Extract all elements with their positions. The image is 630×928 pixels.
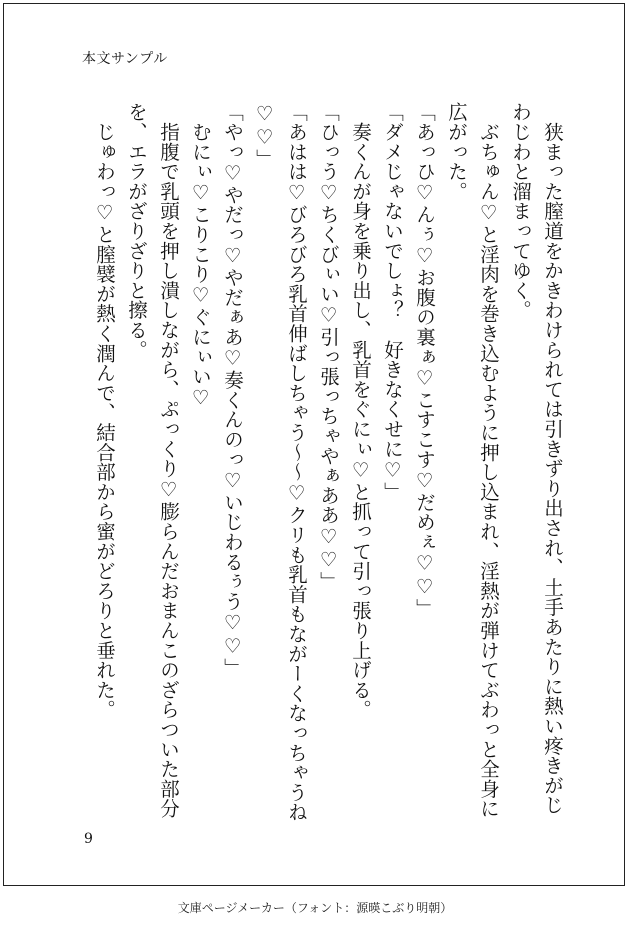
paragraph: 奏くんが身を乗り出し、乳首をぐにぃ♡と抓って引っ張り上げる。 xyxy=(349,102,372,720)
running-head: 本文サンプル xyxy=(82,51,168,67)
dialogue-line: 「あっひ♡んぅ♡お腹の裏ぁ♡こすこす♡だめぇ♡♡」 xyxy=(413,102,436,618)
paragraph: むにぃ♡こりこり♡ぐにぃい♡ xyxy=(189,102,212,410)
paragraph: 指腹で乳頭を押し潰しながら、ぷっくり♡膨らんだおまんこのざらついた部分を、エラがざりざりと擦る。 xyxy=(125,102,180,819)
paragraph: ぶちゅん♡と淫肉を巻き込むように押し込まれ、淫熱が弾けてぶわっと全身に広がった。 xyxy=(445,102,500,819)
dialogue-line: 「ひっう♡ちくびぃい♡引っ張っちゃやぁああ♡♡」 xyxy=(317,102,340,592)
paragraph: 狭まった膣道をかきわけられては引きずり出され、土手あたりに熱い疼きがじわじわと溜まってゆく。 xyxy=(509,102,564,815)
dialogue-line: 「ダメじゃないでしょ？ 好きなくせに♡」 xyxy=(381,102,404,502)
paragraph: じゅわっ♡と膣襞が熱く潤んで、結合部から蜜がどろりと垂れた。 xyxy=(93,102,116,720)
vertical-body-text xyxy=(84,102,568,822)
dialogue-line: 「やっ♡やだっ♡やだぁあ♡奏くんのっ♡いじわるぅう♡♡」 xyxy=(221,102,244,678)
book-page xyxy=(3,3,625,886)
page-number: 9 xyxy=(84,831,93,847)
dialogue-line: 「あはは♡びろびろ乳首伸ばしちゃう～～♡クリも乳首もながーくなっちゃうね♡♡」 xyxy=(253,102,308,822)
footer-caption: 文庫ページメーカー（フォント：源暎こぶり明朝） xyxy=(177,901,453,915)
